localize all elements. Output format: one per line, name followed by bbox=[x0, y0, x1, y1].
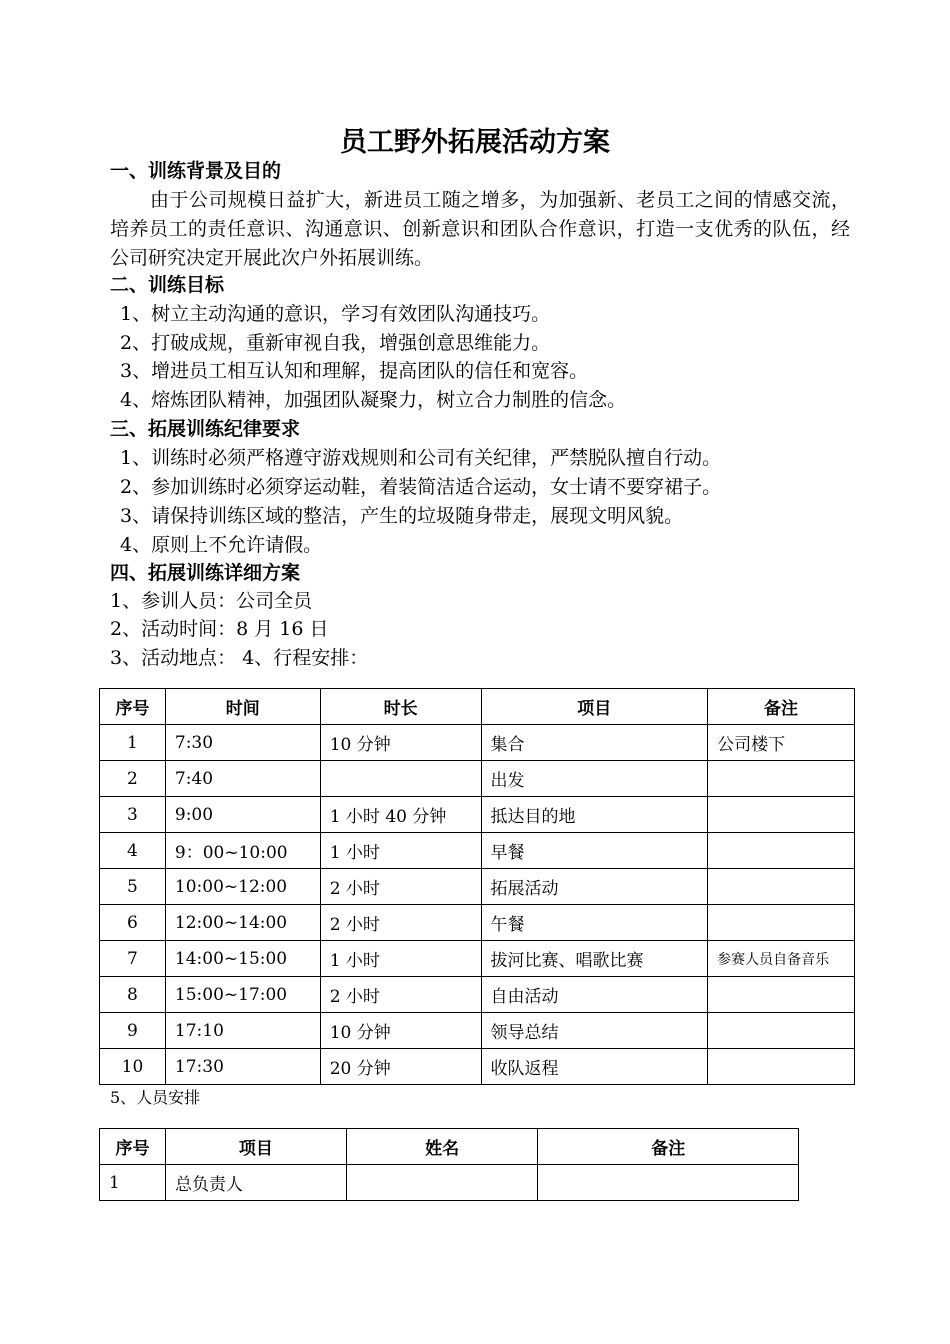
table-cell bbox=[708, 797, 855, 833]
section1-heading: 一、训练背景及目的 bbox=[110, 160, 282, 182]
section4-heading: 四、拓展训练详细方案 bbox=[110, 562, 301, 584]
table-cell: 20 分钟 bbox=[320, 1049, 481, 1085]
table-cell: 12:00~14:00 bbox=[165, 905, 320, 941]
table-cell: 拓展活动 bbox=[481, 869, 708, 905]
table-cell: 10 分钟 bbox=[320, 1013, 481, 1049]
table-row bbox=[100, 941, 855, 977]
table-cell: 收队返程 bbox=[481, 1049, 708, 1085]
table-row bbox=[100, 725, 855, 761]
section3-item: 2、参加训练时必须穿运动鞋，着装简洁适合运动，女士请不要穿裙子。 bbox=[120, 476, 722, 498]
section4-item: 3、活动地点： 4、行程安排： bbox=[110, 647, 369, 669]
table-row bbox=[100, 1013, 855, 1049]
table-cell: 8 bbox=[100, 977, 166, 1013]
table-cell: 2 小时 bbox=[320, 977, 481, 1013]
table-row bbox=[100, 905, 855, 941]
table-cell bbox=[708, 833, 855, 869]
table-cell: 公司楼下 bbox=[708, 725, 855, 761]
section2-item: 2、打破成规，重新审视自我，增强创意思维能力。 bbox=[120, 332, 551, 354]
section2-item: 3、增进员工相互认知和理解，提高团队的信任和宽容。 bbox=[120, 360, 589, 382]
table-cell: 15:00~17:00 bbox=[165, 977, 320, 1013]
staffing-header-row bbox=[100, 1129, 799, 1165]
table-cell: 14:00~15:00 bbox=[165, 941, 320, 977]
section2-item: 4、熔炼团队精神，加强团队凝聚力，树立合力制胜的信念。 bbox=[120, 389, 627, 411]
table-cell bbox=[708, 977, 855, 1013]
table-cell bbox=[320, 761, 481, 797]
staffing-label: 5、人员安排 bbox=[110, 1088, 201, 1107]
table-cell: 4 bbox=[100, 833, 166, 869]
table-row bbox=[100, 797, 855, 833]
section4-item: 1、参训人员：公司全员 bbox=[110, 590, 313, 612]
table-cell bbox=[708, 1049, 855, 1085]
table-cell: 参赛人员自备音乐 bbox=[708, 941, 855, 977]
table-cell bbox=[708, 761, 855, 797]
table-row bbox=[100, 977, 855, 1013]
table-cell: 抵达目的地 bbox=[481, 797, 708, 833]
table-cell: 出发 bbox=[481, 761, 708, 797]
table-cell bbox=[708, 869, 855, 905]
page-title: 员工野外拓展活动方案 bbox=[340, 127, 610, 158]
table-cell: 9:00 bbox=[165, 797, 320, 833]
table-cell: 10 bbox=[100, 1049, 166, 1085]
section2-heading: 二、训练目标 bbox=[110, 274, 225, 296]
table-cell: 1 小时 bbox=[320, 941, 481, 977]
table-cell: 2 小时 bbox=[320, 905, 481, 941]
table-cell bbox=[708, 905, 855, 941]
schedule-header-row bbox=[100, 689, 855, 725]
table-cell: 1 小时 40 分钟 bbox=[320, 797, 481, 833]
table-cell: 1 bbox=[100, 1165, 166, 1201]
table-cell: 3 bbox=[100, 797, 166, 833]
table-cell: 10:00~12:00 bbox=[165, 869, 320, 905]
table-row bbox=[100, 833, 855, 869]
table-cell: 9 bbox=[100, 1013, 166, 1049]
table-cell: 午餐 bbox=[481, 905, 708, 941]
schedule-header-cell: 序号 bbox=[100, 689, 166, 725]
table-cell: 1 小时 bbox=[320, 833, 481, 869]
section3-item: 4、原则上不允许请假。 bbox=[120, 534, 323, 556]
staffing-header-cell: 项目 bbox=[165, 1129, 346, 1165]
table-cell: 领导总结 bbox=[481, 1013, 708, 1049]
schedule-header-cell: 时长 bbox=[320, 689, 481, 725]
table-cell: 9：00~10:00 bbox=[165, 833, 320, 869]
table-cell: 5 bbox=[100, 869, 166, 905]
staffing-table bbox=[99, 1128, 799, 1201]
table-cell bbox=[708, 1013, 855, 1049]
schedule-header-cell: 备注 bbox=[708, 689, 855, 725]
table-cell: 1 bbox=[100, 725, 166, 761]
table-cell: 早餐 bbox=[481, 833, 708, 869]
table-cell: 总负责人 bbox=[165, 1165, 346, 1201]
table-cell: 2 小时 bbox=[320, 869, 481, 905]
section4-item: 2、活动时间：8 月 16 日 bbox=[110, 618, 329, 640]
table-cell: 7:40 bbox=[165, 761, 320, 797]
table-cell: 2 bbox=[100, 761, 166, 797]
table-row bbox=[100, 761, 855, 797]
table-row bbox=[100, 1049, 855, 1085]
table-cell: 17:10 bbox=[165, 1013, 320, 1049]
table-cell: 7 bbox=[100, 941, 166, 977]
table-cell: 拔河比赛、唱歌比赛 bbox=[481, 941, 708, 977]
table-row bbox=[100, 1165, 799, 1201]
section3-item: 1、训练时必须严格遵守游戏规则和公司有关纪律，严禁脱队擅自行动。 bbox=[120, 447, 722, 469]
section2-item: 1、树立主动沟通的意识，学习有效团队沟通技巧。 bbox=[120, 303, 551, 325]
section1-paragraph: 由于公司规模日益扩大，新进员工随之增多，为加强新、老员工之间的情感交流，培养员工的责任意识、沟通意识、创新意识和团队合作意识，打造一支优秀的队伍，经公司研究决定开展此次户外拓展训练。 bbox=[110, 189, 850, 269]
staffing-header-cell: 姓名 bbox=[346, 1129, 538, 1165]
table-cell: 7:30 bbox=[165, 725, 320, 761]
table-cell: 17:30 bbox=[165, 1049, 320, 1085]
table-cell bbox=[346, 1165, 538, 1201]
section3-heading: 三、拓展训练纪律要求 bbox=[110, 418, 301, 440]
table-cell: 自由活动 bbox=[481, 977, 708, 1013]
schedule-header-cell: 时间 bbox=[165, 689, 320, 725]
staffing-header-cell: 序号 bbox=[100, 1129, 166, 1165]
table-cell: 集合 bbox=[481, 725, 708, 761]
table-cell: 6 bbox=[100, 905, 166, 941]
table-cell bbox=[538, 1165, 799, 1201]
table-row bbox=[100, 869, 855, 905]
staffing-header-cell: 备注 bbox=[538, 1129, 799, 1165]
table-cell: 10 分钟 bbox=[320, 725, 481, 761]
schedule-table bbox=[99, 688, 855, 1085]
section3-item: 3、请保持训练区域的整洁，产生的垃圾随身带走，展现文明风貌。 bbox=[120, 505, 684, 527]
schedule-header-cell: 项目 bbox=[481, 689, 708, 725]
